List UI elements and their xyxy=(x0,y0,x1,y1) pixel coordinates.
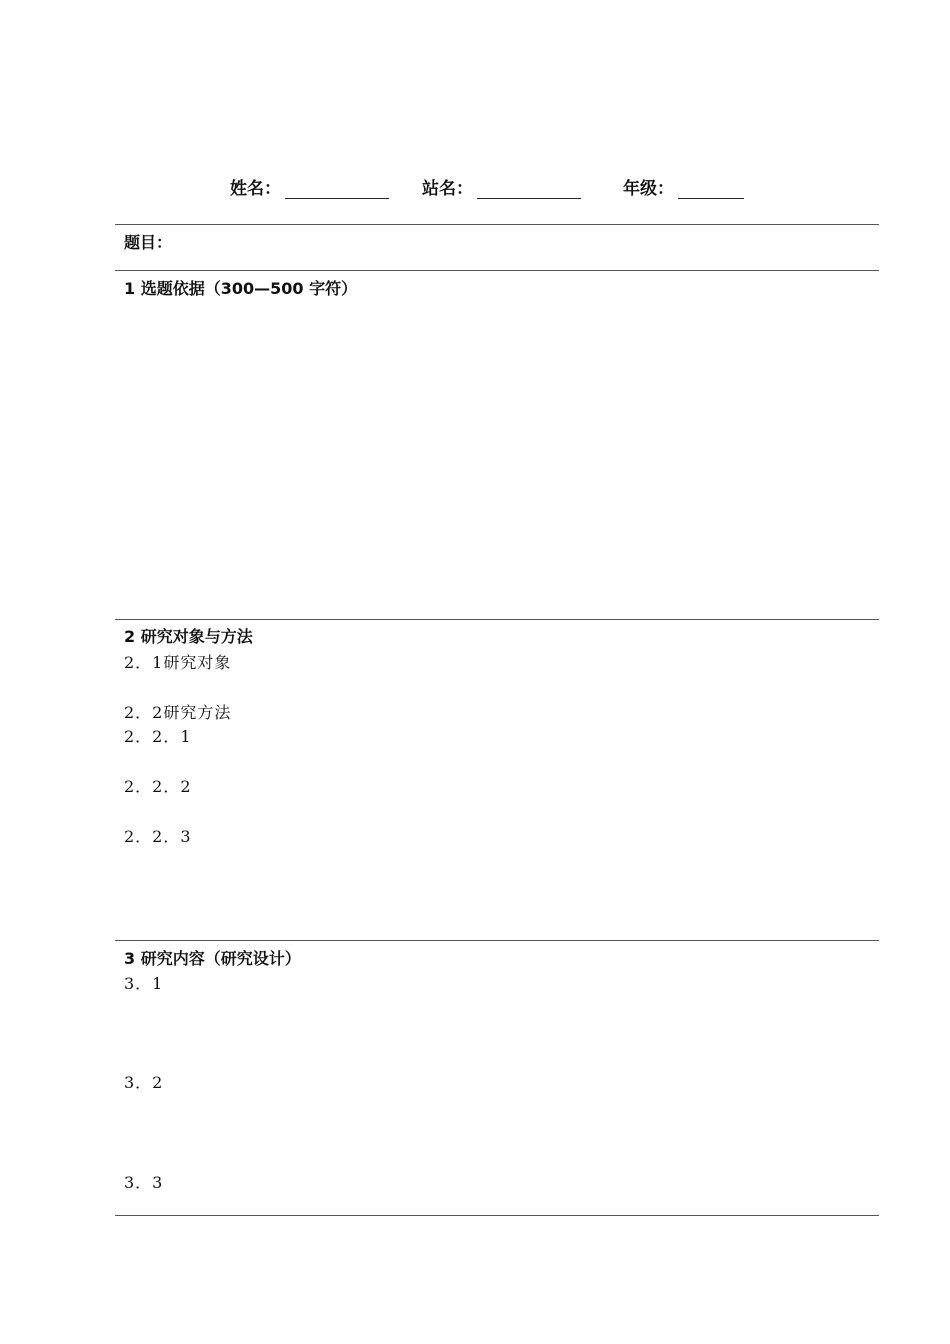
divider-top xyxy=(115,224,879,225)
section1-title: 1 选题依据（300—500 字符） xyxy=(124,279,358,298)
section3-title: 3 研究内容（研究设计） xyxy=(124,949,301,968)
grade-field xyxy=(623,174,744,199)
divider-section3 xyxy=(115,940,879,941)
divider-section1 xyxy=(115,270,879,271)
section3-item: 3．3 xyxy=(124,1173,164,1192)
section2-item: 2．2．3 xyxy=(124,827,192,846)
section2-item: 2．2．2 xyxy=(124,777,192,796)
section3-item: 3．1 xyxy=(124,974,164,993)
section2-item: 2．2．1 xyxy=(124,727,192,746)
topic-label: 题目： xyxy=(124,233,173,252)
station-blank[interactable] xyxy=(477,178,581,199)
name-field xyxy=(230,174,389,199)
section2-item: 2．2研究方法 xyxy=(124,703,232,722)
station-label: 站名： xyxy=(422,179,473,199)
divider-bottom xyxy=(115,1215,879,1216)
station-field xyxy=(422,174,581,199)
name-blank[interactable] xyxy=(285,178,389,199)
divider-section2 xyxy=(115,619,879,620)
section2-item: 2．1研究对象 xyxy=(124,653,232,672)
section2-title: 2 研究对象与方法 xyxy=(124,627,253,646)
grade-blank[interactable] xyxy=(678,178,744,199)
grade-label: 年级： xyxy=(623,179,674,199)
section3-item: 3．2 xyxy=(124,1073,164,1092)
name-label: 姓名： xyxy=(230,179,281,199)
header-fields xyxy=(0,174,950,202)
